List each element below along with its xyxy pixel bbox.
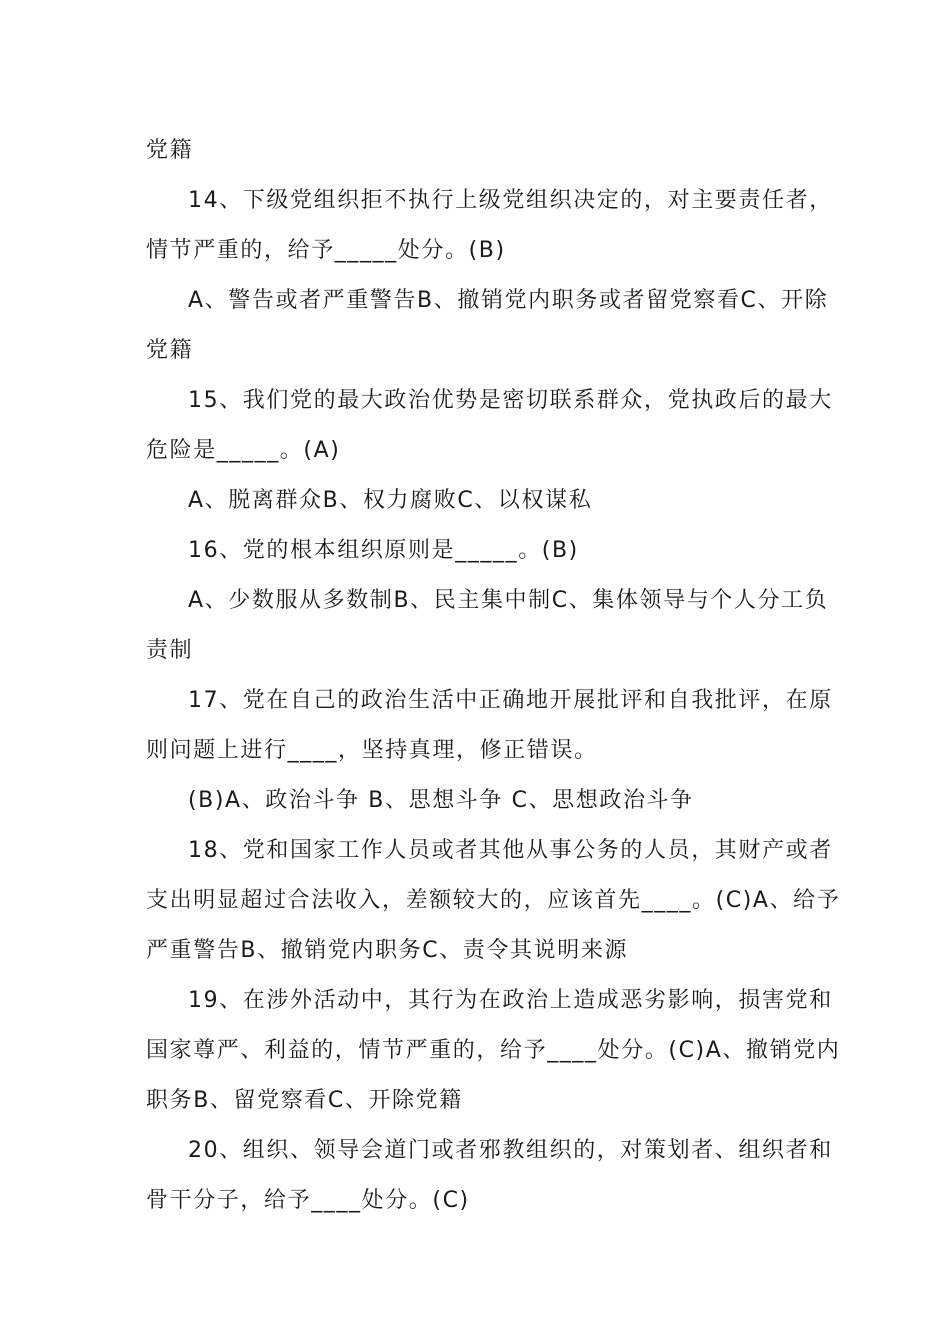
question-18: 18、党和国家工作人员或者其他从事公务的人员，其财产或者 <box>188 838 833 863</box>
text-line: 骨干分子，给予____处分。(C) <box>146 1188 470 1213</box>
text-line: 则问题上进行____，坚持真理，修正错误。 <box>146 738 598 763</box>
text-line: 责制 <box>146 638 194 663</box>
question-15: 15、我们党的最大政治优势是密切联系群众，党执政后的最大 <box>188 388 833 413</box>
question-17: 17、党在自己的政治生活中正确地开展批评和自我批评，在原 <box>188 688 833 713</box>
question-14: 14、下级党组织拒不执行上级党组织决定的，对主要责任者， <box>188 188 833 213</box>
question-16: 16、党的根本组织原则是_____。(B) <box>188 538 579 563</box>
text-line: 党籍 <box>146 338 194 363</box>
text-line: 情节严重的，给予_____处分。(B) <box>146 238 506 263</box>
text-line: 危险是_____。(A) <box>146 438 341 463</box>
text-line: 严重警告B、撤销党内职务C、责令其说明来源 <box>146 938 629 963</box>
options-15: A、脱离群众B、权力腐败C、以权谋私 <box>188 488 593 513</box>
options-17: (B)A、政治斗争 B、思想斗争 C、思想政治斗争 <box>188 788 694 813</box>
text-line: 国家尊严、利益的，情节严重的，给予____处分。(C)A、撤销党内 <box>146 1038 841 1063</box>
text-line: 党籍 <box>146 138 194 163</box>
options-16: A、少数服从多数制B、民主集中制C、集体领导与个人分工负 <box>188 588 829 613</box>
options-14: A、警告或者严重警告B、撤销党内职务或者留党察看C、开除 <box>188 288 829 313</box>
text-line: 支出明显超过合法收入，差额较大的，应该首先____。(C)A、给予 <box>146 888 841 913</box>
text-line: 职务B、留党察看C、开除党籍 <box>146 1088 463 1113</box>
question-20: 20、组织、领导会道门或者邪教组织的，对策划者、组织者和 <box>188 1138 833 1163</box>
question-19: 19、在涉外活动中，其行为在政治上造成恶劣影响，损害党和 <box>188 988 833 1013</box>
